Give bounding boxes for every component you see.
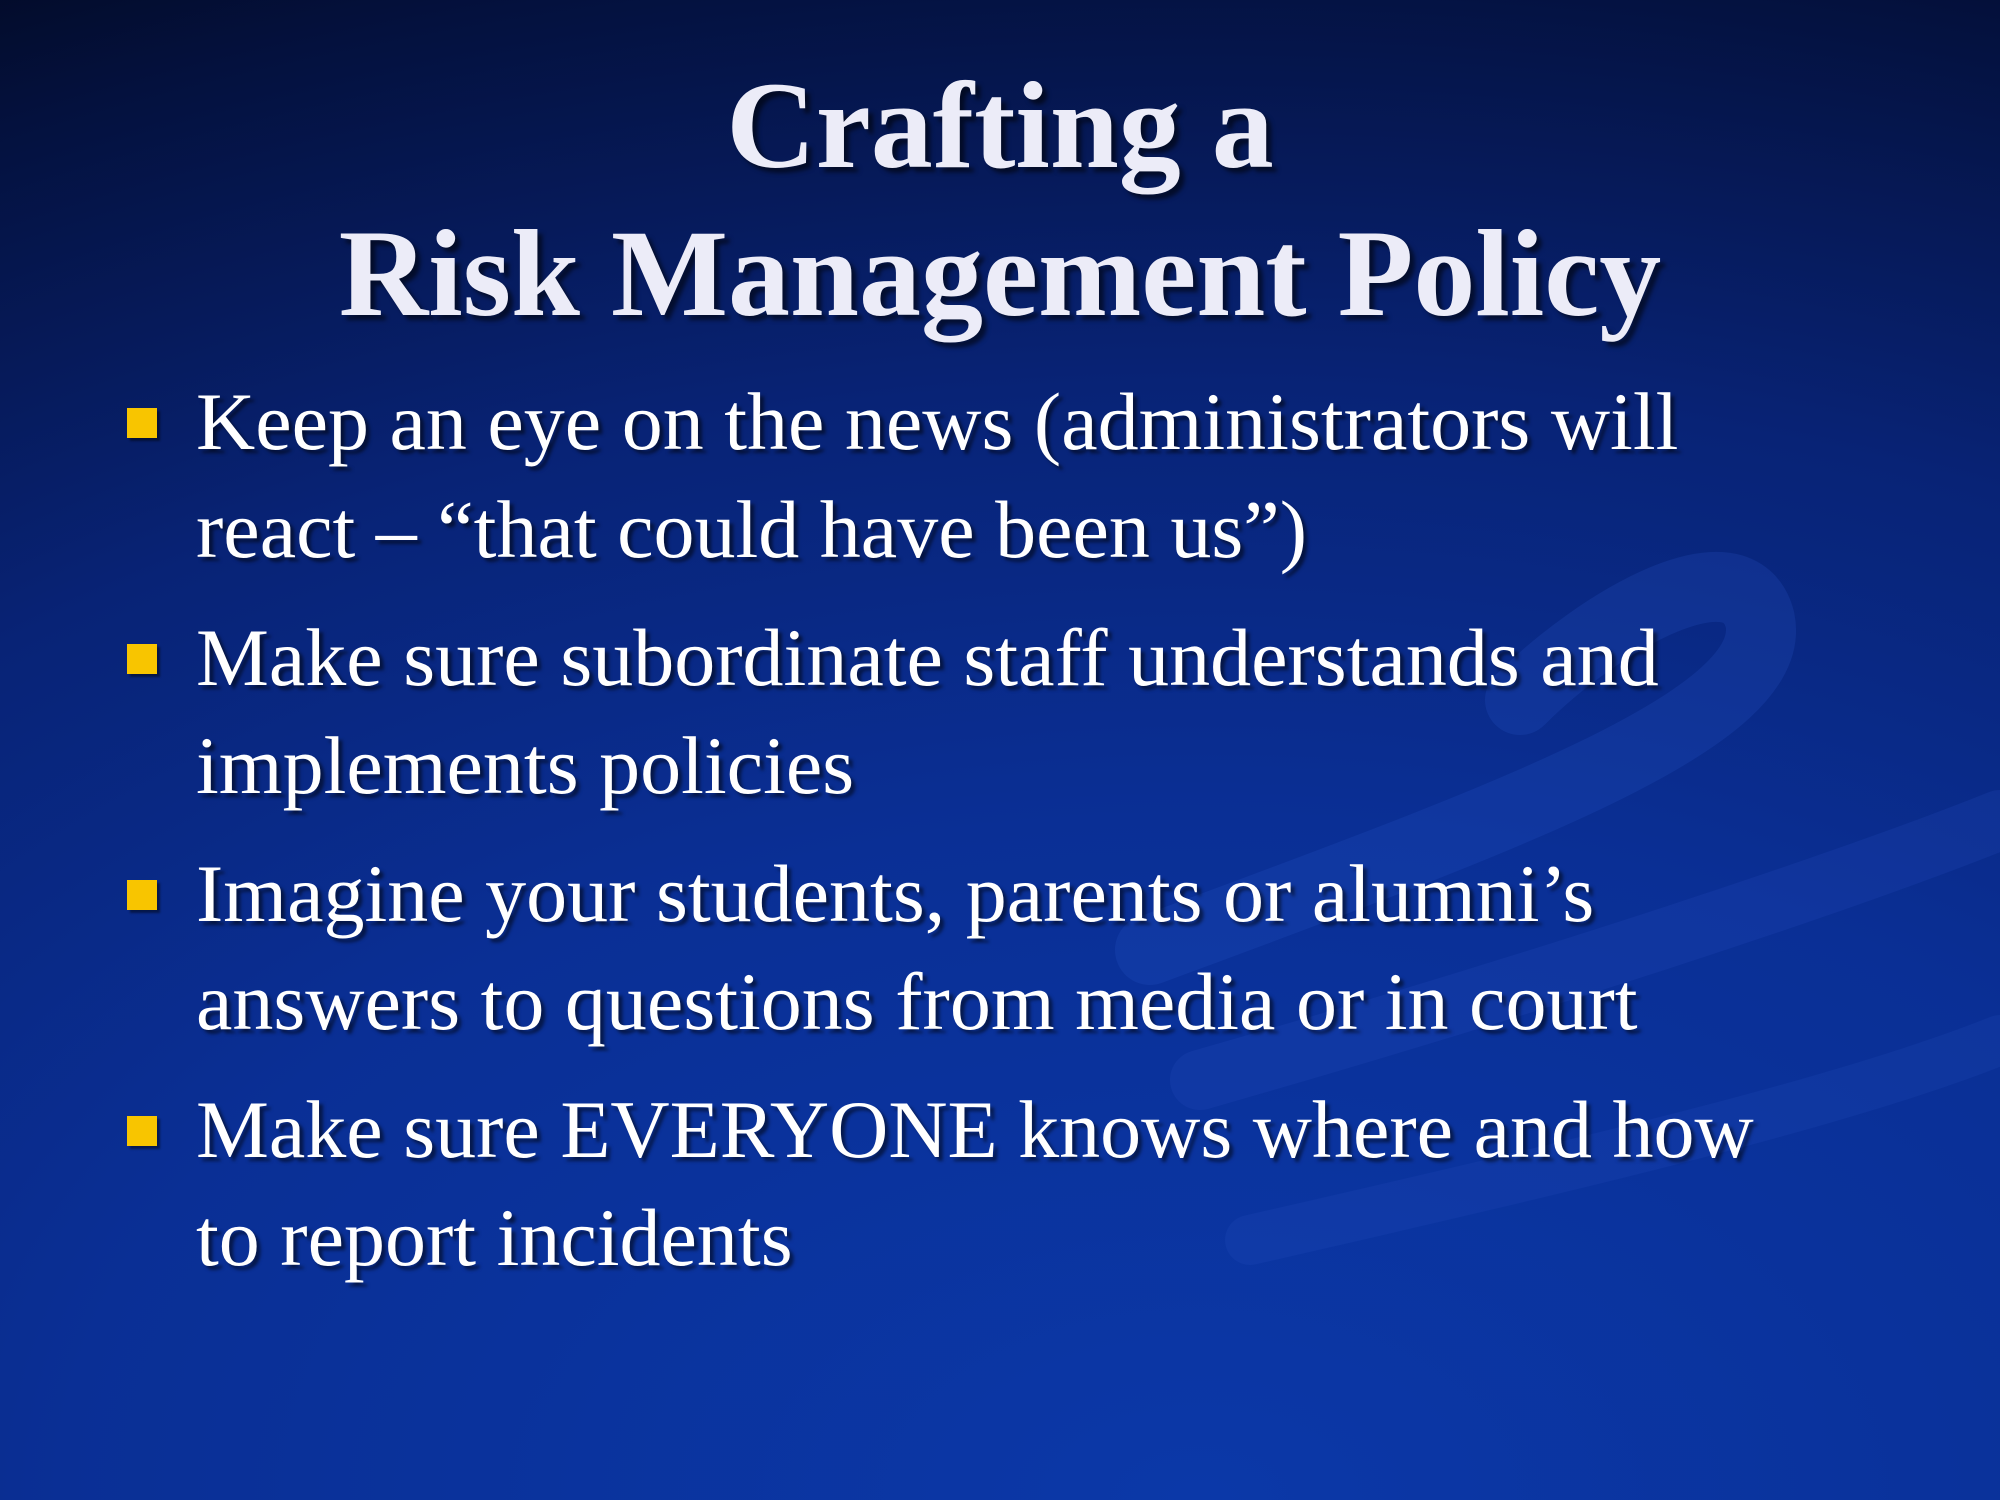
bullet-item-report	[0, 1076, 2000, 1292]
bullet-text-line-1: Keep an eye on the news (administrators will	[196, 376, 1679, 467]
slide-title	[0, 52, 2000, 348]
slide-title-line-2: Risk Management Policy	[338, 205, 1662, 342]
bullet-text-line-2: to report incidents	[196, 1192, 793, 1283]
bullet-text-line-1: Make sure EVERYONE knows where and how	[196, 1084, 1754, 1175]
bullet-marker-icon	[127, 408, 157, 438]
bullet-marker-icon	[127, 644, 157, 674]
bullet-item-staff	[0, 604, 2000, 820]
bullet-marker-icon	[127, 880, 157, 910]
bullet-text-line-2: answers to questions from media or in court	[196, 956, 1638, 1047]
bullet-item-news	[0, 368, 2000, 584]
bullet-text-line-2: react – “that could have been us”)	[196, 484, 1308, 575]
bullet-text-line-1: Make sure subordinate staff understands and	[196, 612, 1659, 703]
bullet-list	[0, 368, 2000, 1312]
bullet-item-imagine	[0, 840, 2000, 1056]
slide-title-line-1: Crafting a	[726, 57, 1274, 194]
bullet-marker-icon	[127, 1116, 157, 1146]
bullet-text-line-1: Imagine your students, parents or alumni’s	[196, 848, 1595, 939]
bullet-text-line-2: implements policies	[196, 720, 855, 811]
